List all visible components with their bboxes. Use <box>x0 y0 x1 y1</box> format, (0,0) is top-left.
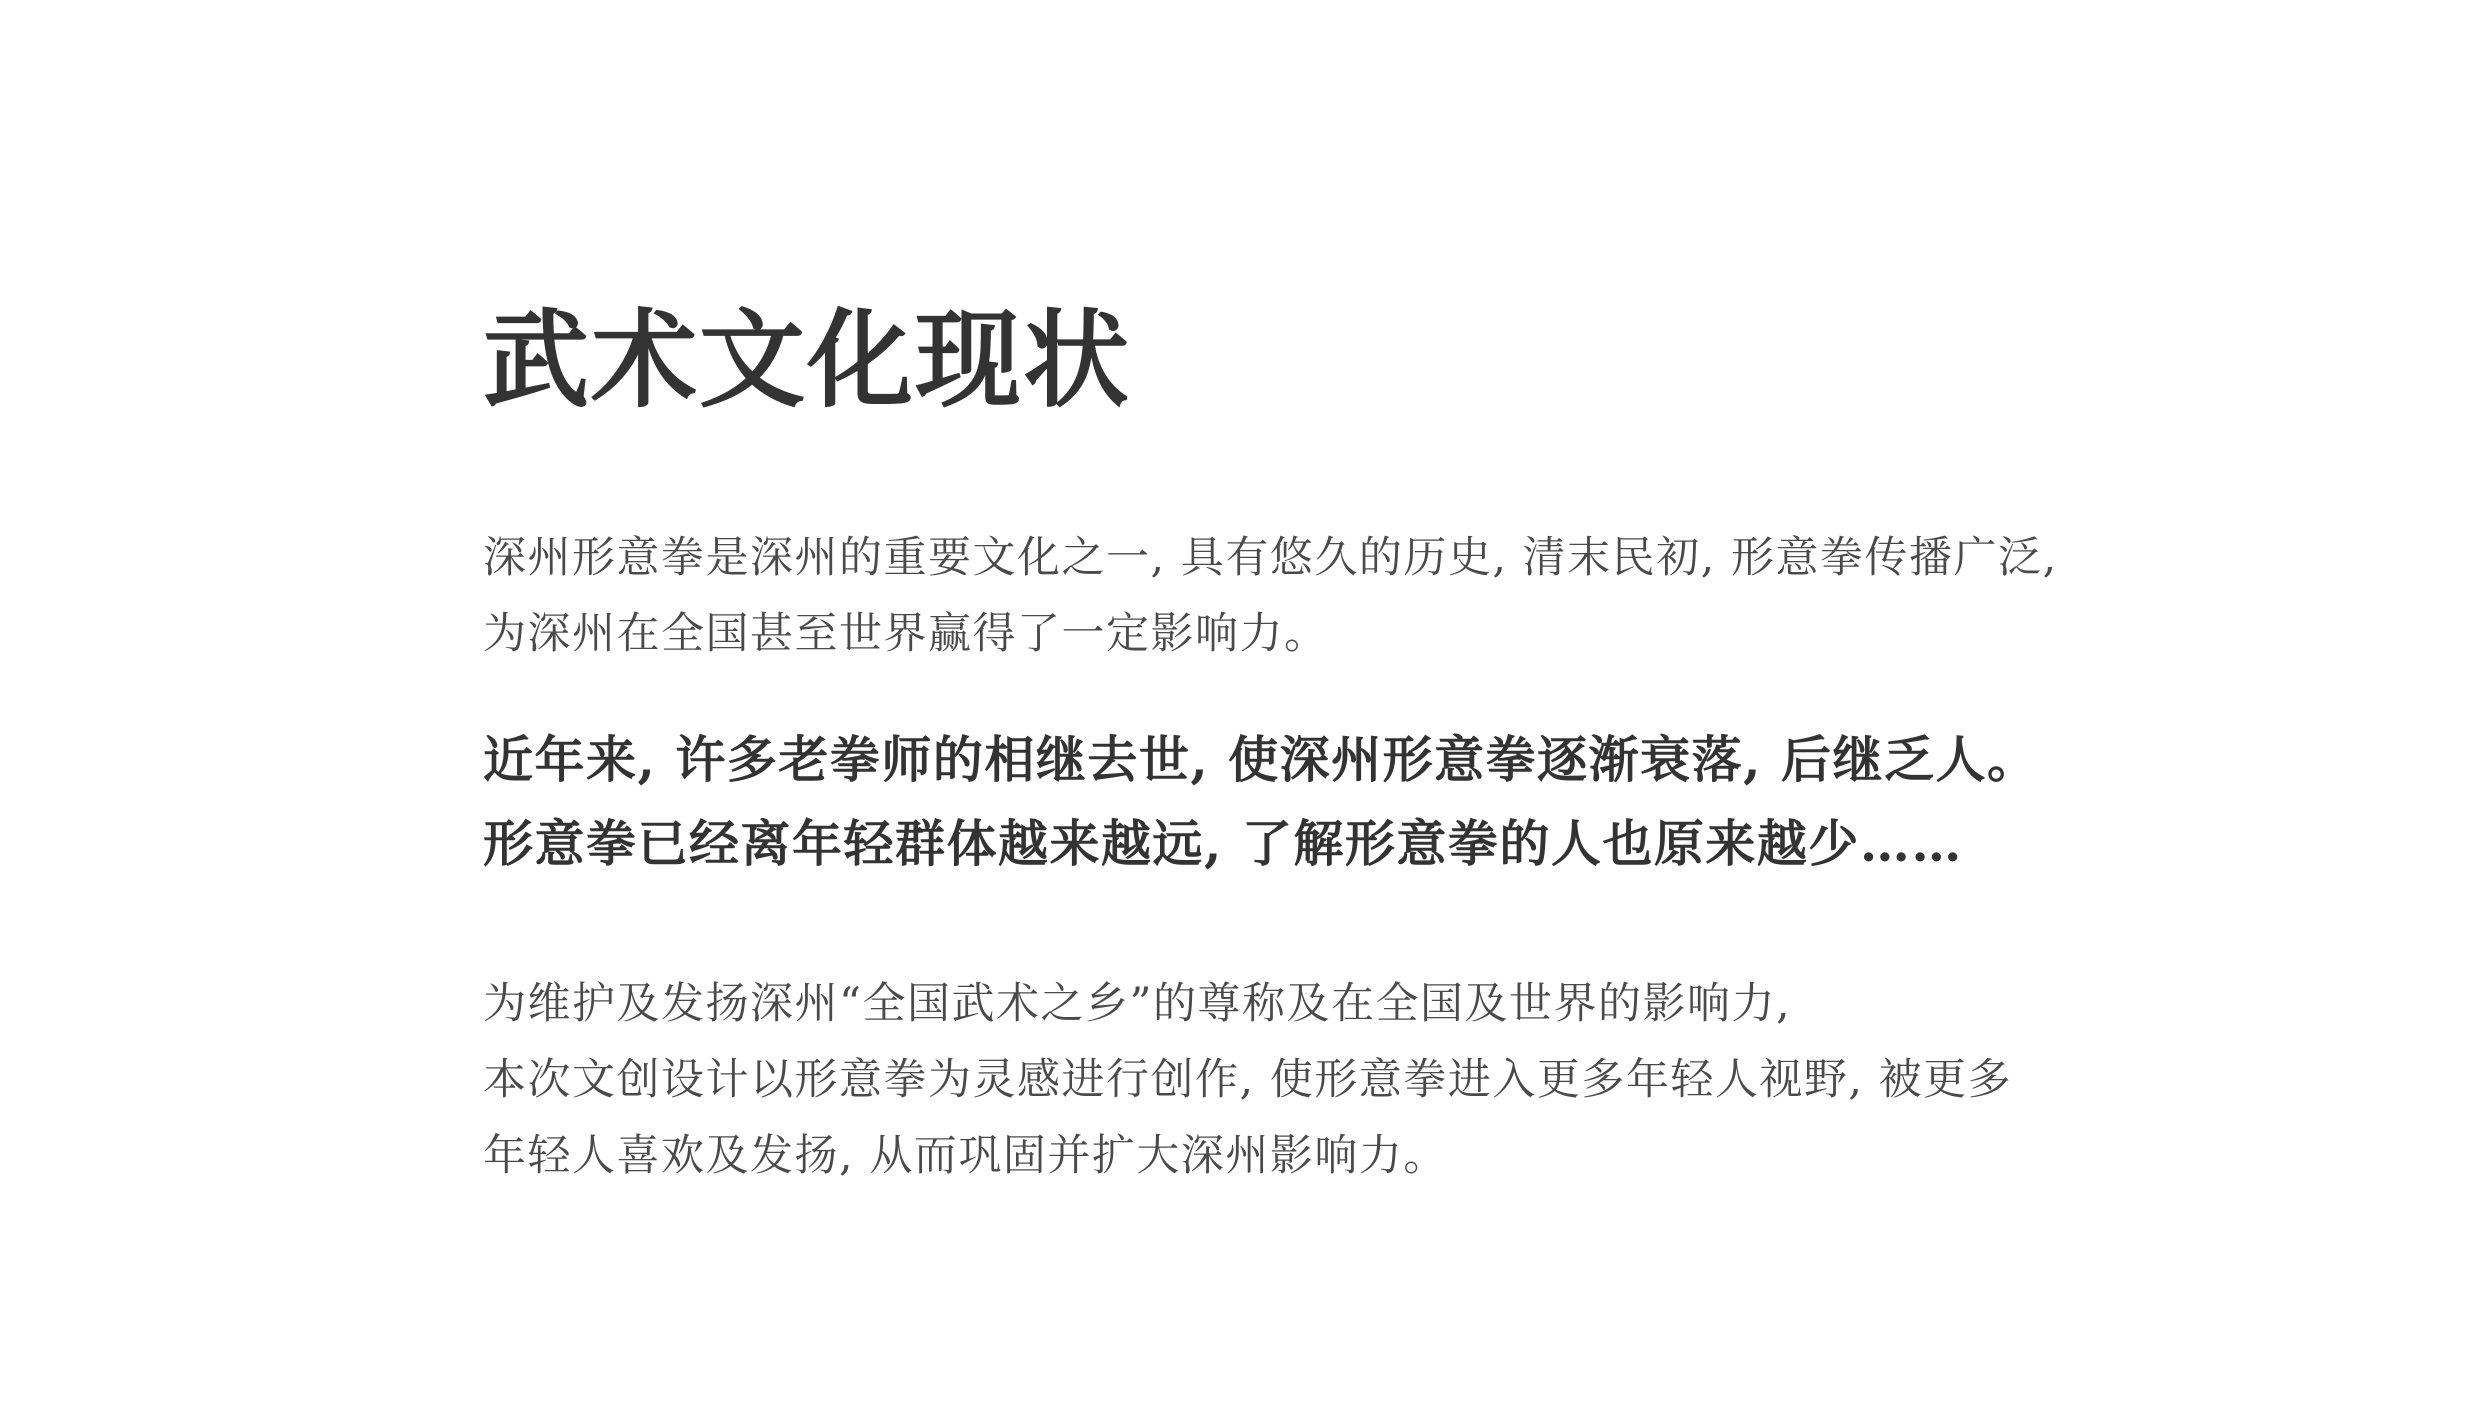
highlight-line-2: 形意拳已经离年轻群体越来越远, 了解形意拳的人也原来越少…… <box>483 814 1963 873</box>
intro-line-1: 深州形意拳是深州的重要文化之一, 具有悠久的历史, 清末民初, 形意拳传播广泛, <box>483 533 2058 583</box>
conclusion-line-1: 为维护及发扬深州“全国武术之乡”的尊称及在全国及世界的影响力, <box>483 979 1792 1029</box>
intro-line-2: 为深州在全国甚至世界赢得了一定影响力。 <box>483 609 1329 659</box>
conclusion-line-2: 本次文创设计以形意拳为灵感进行创作, 使形意拳进入更多年轻人视野, 被更多 <box>483 1055 2013 1105</box>
conclusion-line-3: 年轻人喜欢及发扬, 从而巩固并扩大深州影响力。 <box>483 1131 1448 1181</box>
intro-paragraph <box>483 520 2058 672</box>
highlight-paragraph <box>483 718 2038 886</box>
conclusion-paragraph <box>483 966 2012 1194</box>
highlight-line-1: 近年来, 许多老拳师的相继去世, 使深州形意拳逐渐衰落, 后继乏人。 <box>483 730 2039 789</box>
page-title: 武术文化现状 <box>483 297 1131 423</box>
